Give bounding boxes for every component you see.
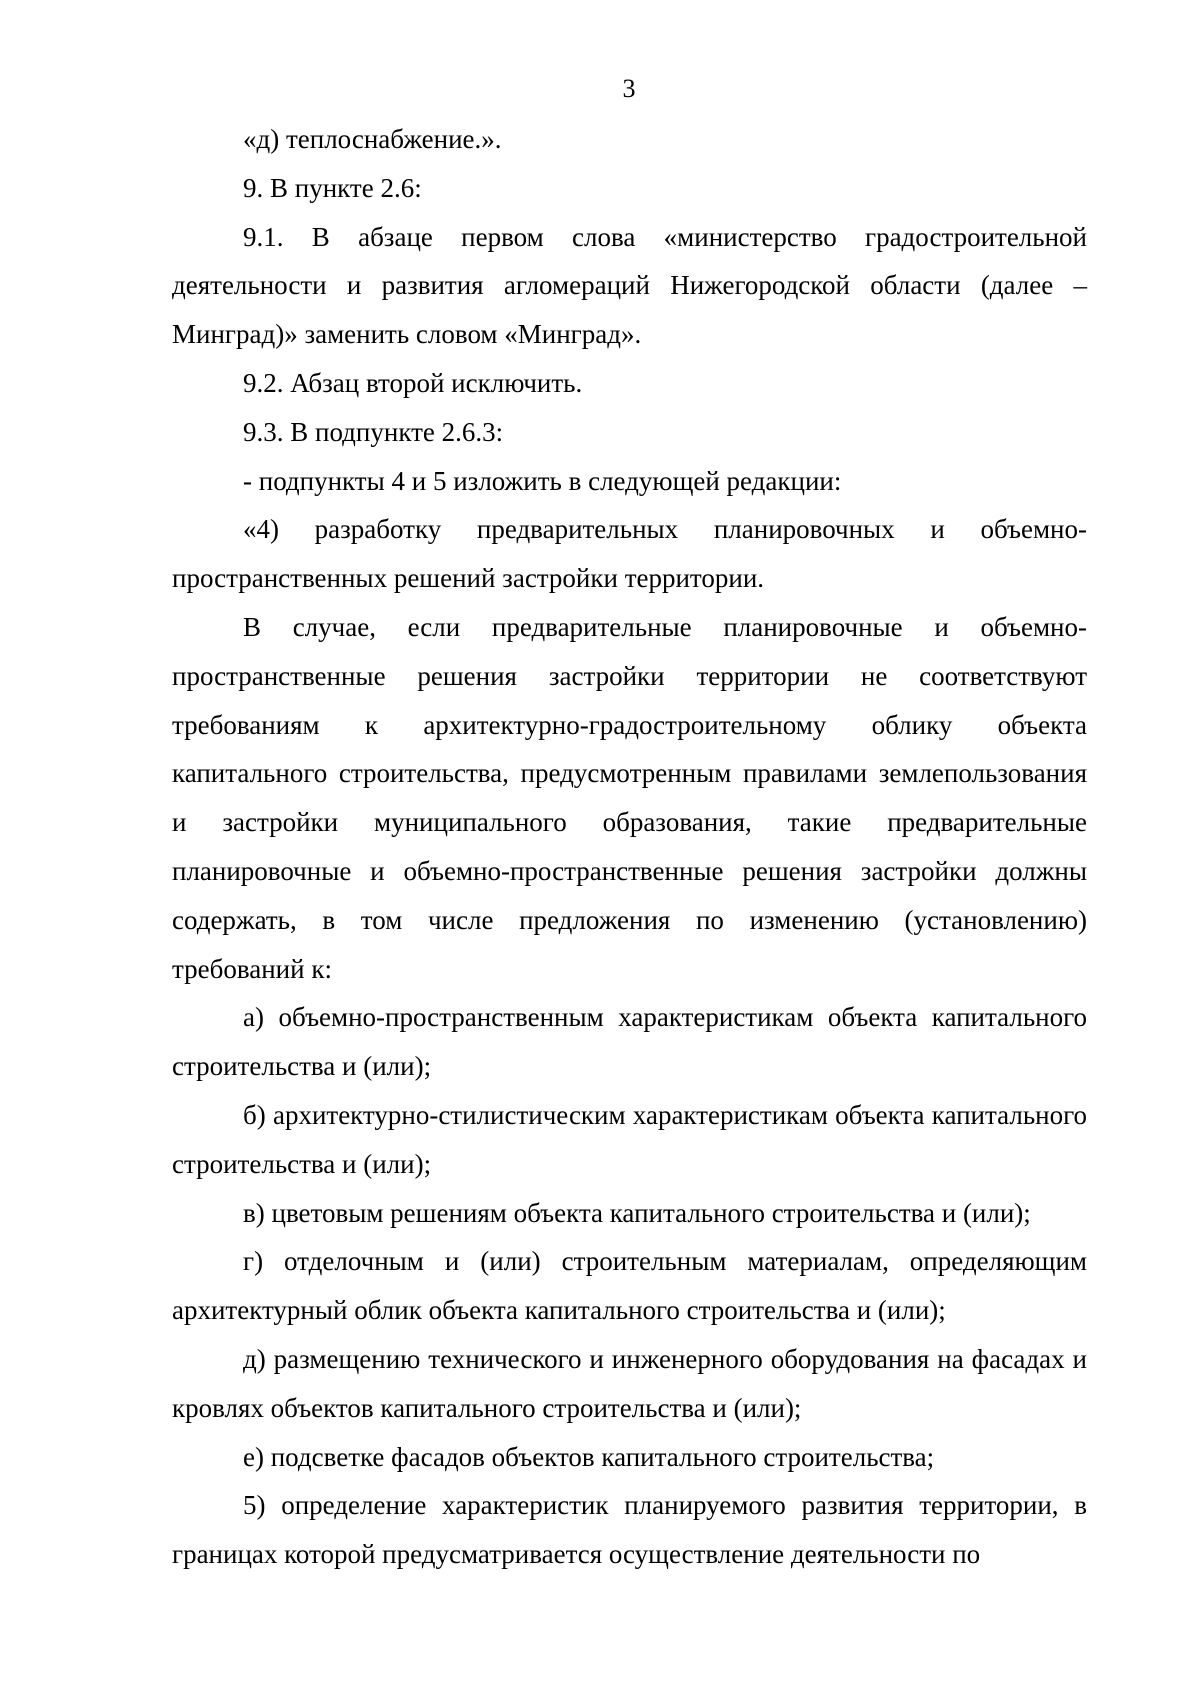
paragraph: - подпункты 4 и 5 изложить в следующей редакции: xyxy=(243,465,842,496)
paragraph: 9.2. Абзац второй исключить. xyxy=(243,367,583,398)
paragraph: В случае, если предварительные планировочные и объемно-пространственные решения застройки территории не соответствуют требованиям к архитектурно-градостроительному облику объекта капитального строительства, предусмотренным правилами землепользования и застройки муниципального образования, такие предварительные планировочные и объемно-пространственные решения застройки должны содержать, в том числе предложения по изменению (установлению) требований к: xyxy=(172,611,1087,984)
paragraph: б) архитектурно-стилистическим характеристикам объекта капитального строительства и (или); xyxy=(172,1099,1087,1179)
paragraph: в) цветовым решениям объекта капитального строительства и (или); xyxy=(243,1197,1031,1228)
paragraph: 9.3. В подпункте 2.6.3: xyxy=(243,416,504,447)
page-number: 3 xyxy=(622,74,636,103)
paragraph: 9.1. В абзаце первом слова «министерство градостроительной деятельности и развития агломераций Нижегородской области (далее – Минград)» заменить словом «Минград». xyxy=(172,221,1087,350)
paragraph: «д) теплоснабжение.». xyxy=(243,124,502,154)
paragraph: 5) определение характеристик планируемого развития территории, в границах которой предусматривается осуществление деятельности по xyxy=(172,1490,1087,1570)
document-body xyxy=(172,115,1087,1579)
paragraph: д) размещению технического и инженерного оборудования на фасадах и кровлях объектов капитального строительства и (или); xyxy=(172,1343,1087,1423)
paragraph: «4) разработку предварительных планировочных и объемно-пространственных решений застройки территории. xyxy=(172,514,1087,594)
paragraph: 9. В пункте 2.6: xyxy=(243,172,422,203)
paragraph: а) объемно-пространственным характеристикам объекта капитального строительства и (или); xyxy=(172,1002,1087,1082)
paragraph: г) отделочным и (или) строительным материалам, определяющим архитектурный облик объекта капитального строительства и (или); xyxy=(172,1246,1087,1326)
paragraph: е) подсветке фасадов объектов капитального строительства; xyxy=(243,1441,935,1472)
